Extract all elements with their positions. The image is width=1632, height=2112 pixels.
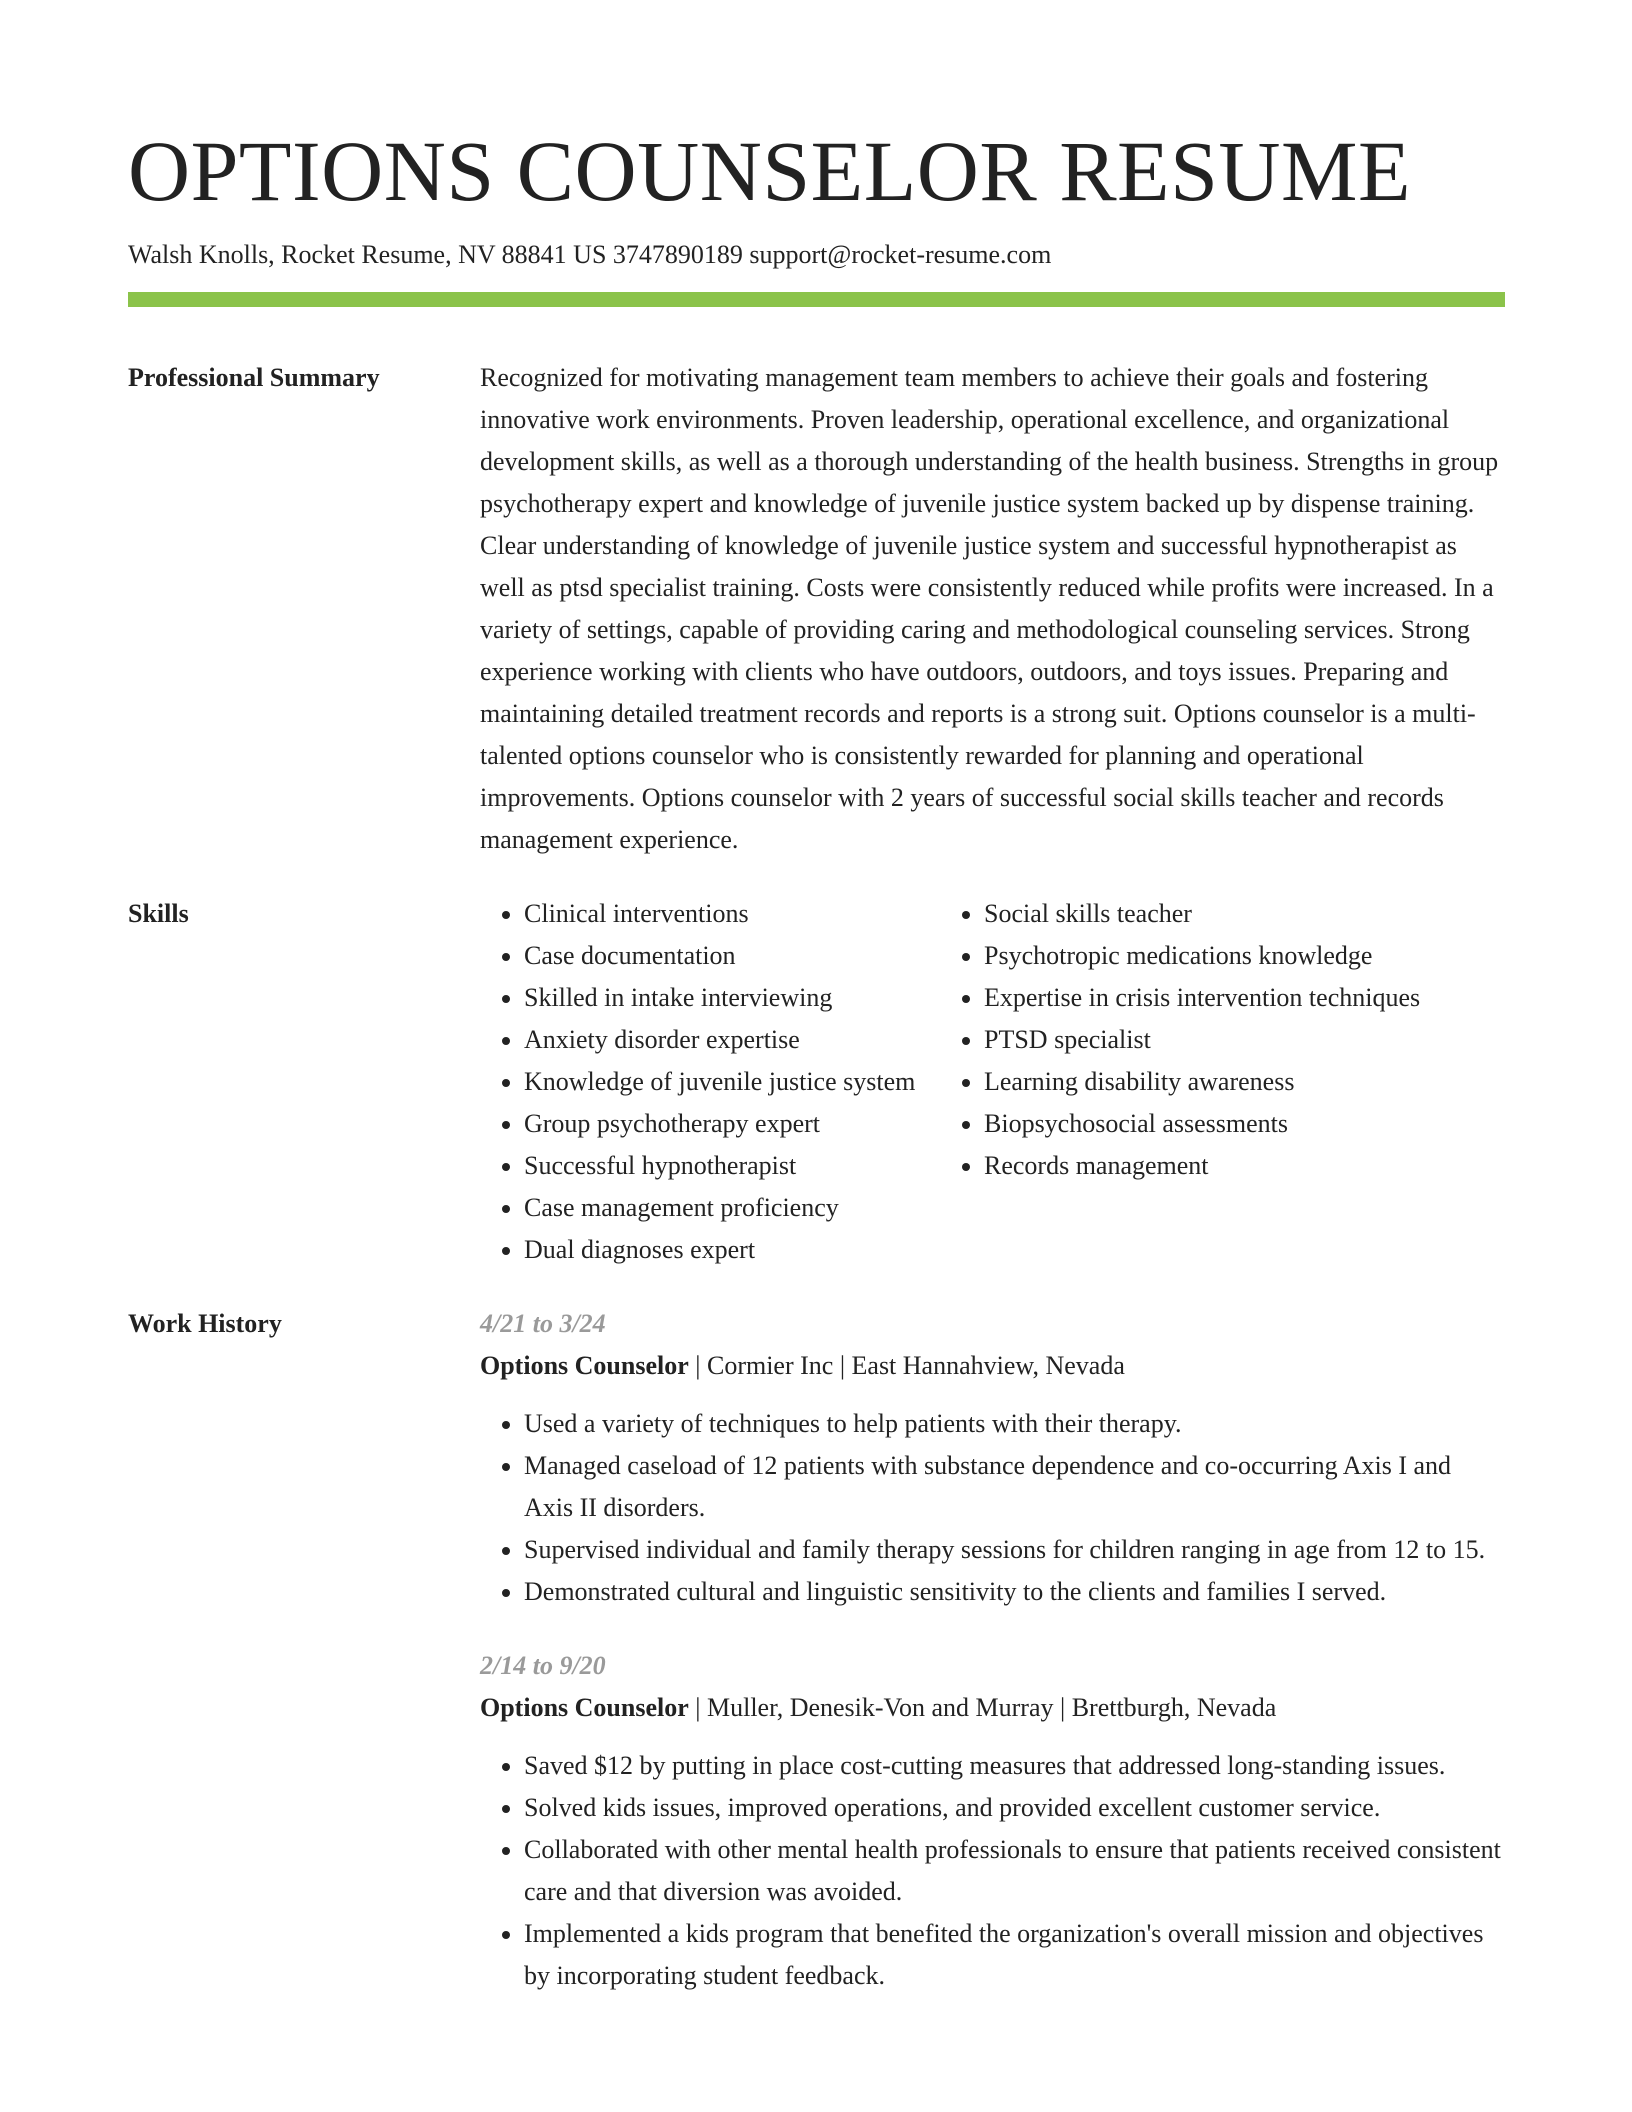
- job-employer-location: | Muller, Denesik-Von and Murray | Brettburgh, Nevada: [688, 1693, 1277, 1722]
- contact-info: Walsh Knolls, Rocket Resume, NV 88841 US 3747890189 support@rocket-resume.com: [128, 240, 1052, 269]
- skill-item: • Biopsychosocial assessments: [984, 1103, 1500, 1145]
- skill-item: • PTSD specialist: [984, 1019, 1500, 1061]
- section-label-summary: Professional Summary: [128, 363, 380, 392]
- resume-page: [128, 0, 1505, 1997]
- skill-item: • Skilled in intake interviewing: [524, 977, 940, 1019]
- skills-list-left: [480, 893, 940, 1271]
- skill-item: • Dual diagnoses expert: [524, 1229, 940, 1271]
- job-bullet-list: [480, 1745, 1505, 1997]
- skill-item: • Knowledge of juvenile justice system: [524, 1061, 940, 1103]
- job-bullet: • Implemented a kids program that benefited the organization's overall mission and objectives by incorporating student feedback.: [524, 1913, 1505, 1997]
- section-label-skills: Skills: [128, 899, 189, 928]
- job-heading: [480, 1687, 1505, 1729]
- work-history-body: [480, 1303, 1505, 1997]
- skill-item: • Psychotropic medications knowledge: [984, 935, 1500, 977]
- professional-summary-section: [128, 357, 1505, 861]
- job-heading: [480, 1345, 1505, 1387]
- job-entry: [480, 1303, 1505, 1613]
- job-dates: 4/21 to 3/24: [480, 1309, 606, 1338]
- job-bullet: • Managed caseload of 12 patients with substance dependence and co-occurring Axis I and Axis II disorders.: [524, 1445, 1505, 1529]
- job-bullet: • Saved $12 by putting in place cost-cutting measures that addressed long-standing issues.: [524, 1745, 1505, 1787]
- job-employer-location: | Cormier Inc | East Hannahview, Nevada: [688, 1351, 1125, 1380]
- job-bullet: • Demonstrated cultural and linguistic sensitivity to the clients and families I served.: [524, 1571, 1505, 1613]
- header-divider: [128, 292, 1505, 307]
- skill-item: • Anxiety disorder expertise: [524, 1019, 940, 1061]
- skill-item: • Expertise in crisis intervention techniques: [984, 977, 1500, 1019]
- work-history-section: [128, 1303, 1505, 1997]
- resume-title: OPTIONS COUNSELOR RESUME: [128, 123, 1412, 219]
- job-dates: 2/14 to 9/20: [480, 1651, 606, 1680]
- job-entry: [480, 1645, 1505, 1997]
- job-bullet-list: [480, 1403, 1505, 1613]
- skill-item: • Clinical interventions: [524, 893, 940, 935]
- job-title: Options Counselor: [480, 1693, 689, 1722]
- skill-item: • Learning disability awareness: [984, 1061, 1500, 1103]
- job-title: Options Counselor: [480, 1351, 689, 1380]
- skills-list-right: [940, 893, 1500, 1271]
- skills-columns: [480, 893, 1505, 1271]
- section-label-work-history: Work History: [128, 1309, 282, 1338]
- skills-section: [128, 893, 1505, 1271]
- job-bullet: • Used a variety of techniques to help patients with their therapy.: [524, 1403, 1505, 1445]
- job-bullet: • Supervised individual and family therapy sessions for children ranging in age from 12 to 15.: [524, 1529, 1505, 1571]
- skill-item: • Case documentation: [524, 935, 940, 977]
- summary-text: Recognized for motivating management team members to achieve their goals and fostering innovative work environments. Proven leadership, operational excellence, and organizational development skills, as well as a thorough understanding of the health business. Strengths in group psychotherapy expert and knowledge of juvenile justice system backed up by dispense training. Clear understanding of knowledge of juvenile justice system and successful hypnotherapist as well as ptsd specialist training. Costs were consistently reduced while profits were increased. In a variety of settings, capable of providing caring and methodological counseling services. Strong experience working with clients who have outdoors, outdoors, and toys issues. Preparing and maintaining detailed treatment records and reports is a strong suit. Options counselor is a multi-talented options counselor who is consistently rewarded for planning and operational improvements. Options counselor with 2 years of successful social skills teacher and records management experience.: [480, 363, 1499, 854]
- skill-item: • Successful hypnotherapist: [524, 1145, 940, 1187]
- job-bullet: • Collaborated with other mental health professionals to ensure that patients received consistent care and that diversion was avoided.: [524, 1829, 1505, 1913]
- skill-item: • Case management proficiency: [524, 1187, 940, 1229]
- skill-item: • Group psychotherapy expert: [524, 1103, 940, 1145]
- skill-item: • Records management: [984, 1145, 1500, 1187]
- summary-body: [480, 357, 1505, 861]
- skill-item: • Social skills teacher: [984, 893, 1500, 935]
- job-bullet: • Solved kids issues, improved operations, and provided excellent customer service.: [524, 1787, 1505, 1829]
